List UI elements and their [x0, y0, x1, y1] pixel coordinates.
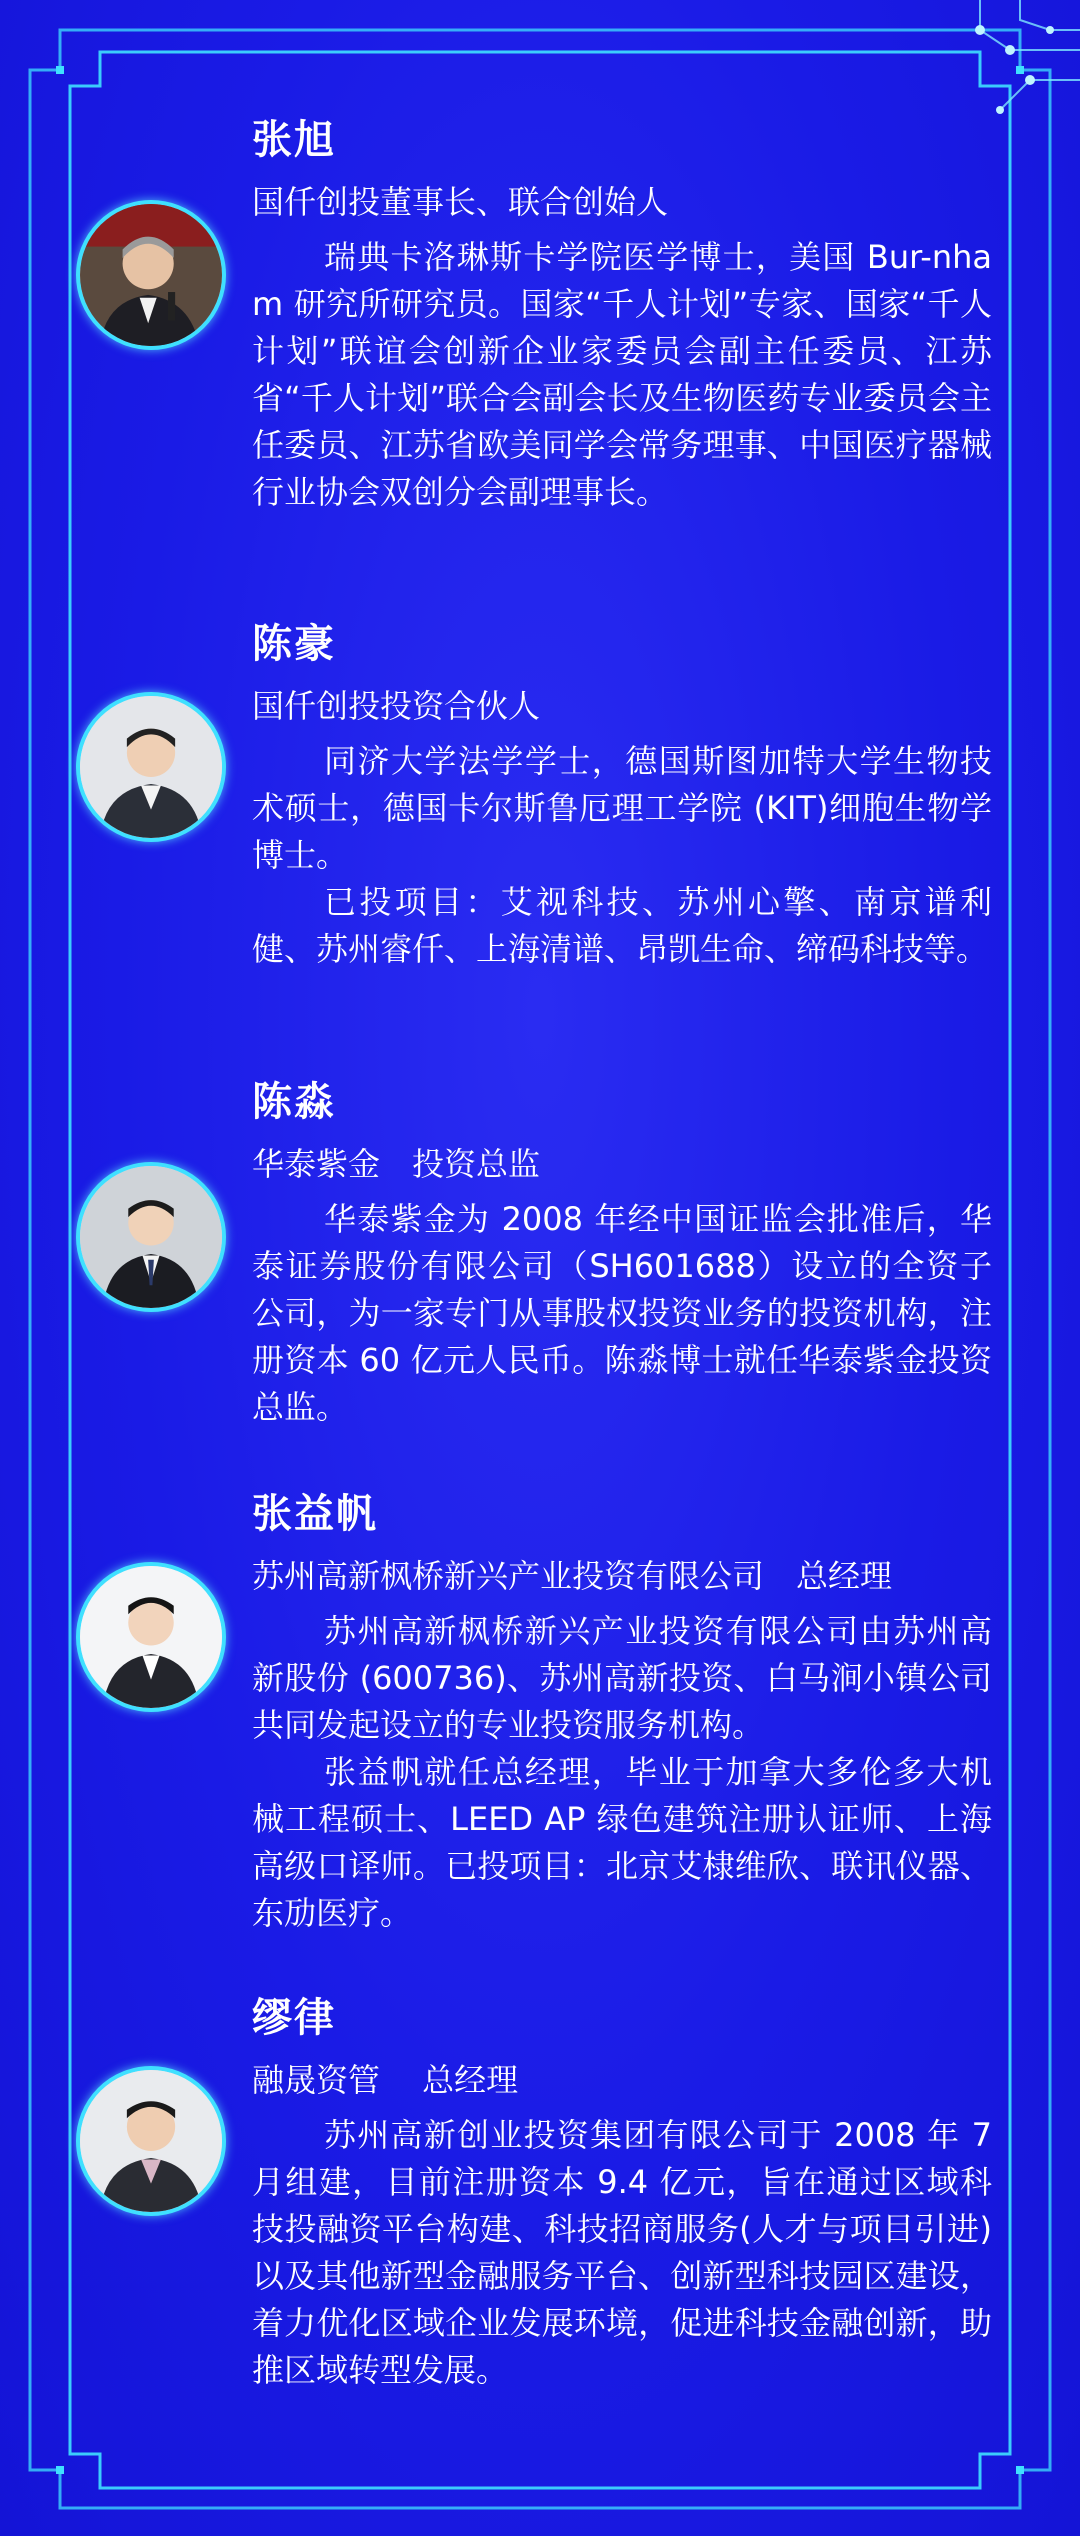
bio-paragraph: 已投项目：艾视科技、苏州心擎、南京谱利健、苏州睿仟、上海清谱、昂凯生命、缔码科技等。 [252, 883, 992, 968]
portrait-icon [80, 204, 222, 346]
portrait-icon [80, 696, 222, 838]
avatar [76, 692, 226, 842]
person-name: 陈淼 [252, 1079, 336, 1125]
avatar [76, 1162, 226, 1312]
person-name: 张旭 [252, 117, 336, 163]
person-name: 张益帆 [252, 1491, 378, 1537]
avatar [76, 1562, 226, 1712]
bio-paragraph: 苏州高新枫桥新兴产业投资有限公司由苏州高新股份 (600736)、苏州高新投资、白马涧小镇公司共同发起设立的专业投资服务机构。 [252, 1612, 992, 1744]
bio-paragraph: 瑞典卡洛琳斯卡学院医学博士，美国 Bur-nham 研究所研究员。国家“千人计划”专家、国家“千人计划”联谊会创新企业家委员会副主任委员、江苏省“千人计划”联合会副会长及生物医药专业委员会主任委员、江苏省欧美同学会常务理事、中国医疗器械行业协会双创分会副理事长。 [252, 238, 992, 511]
person-bio [252, 234, 992, 516]
portrait-icon [80, 2070, 222, 2212]
person-role: 苏州高新枫桥新兴产业投资有限公司 总经理 [252, 1557, 893, 1595]
bio-paragraph: 苏州高新创业投资集团有限公司于 2008 年 7 月组建，目前注册资本 9.4 亿元，旨在通过区域科技投融资平台构建、科技招商服务(人才与项目引进) 以及其他新型金融服务平台、创新型科技园区建设，着力优化区域企业发展环境，促进科技金融创新，助推区域转型发展。 [252, 2116, 992, 2389]
person-bio [252, 2112, 992, 2394]
person-role: 华泰紫金 投资总监 [252, 1145, 541, 1183]
person-name: 缪律 [252, 1995, 336, 2041]
person-role: 国仟创投投资合伙人 [252, 687, 541, 725]
person-name: 陈豪 [252, 621, 336, 667]
person-role: 国仟创投董事长、联合创始人 [252, 183, 669, 221]
person-bio [252, 1608, 992, 1937]
bio-paragraph: 张益帆就任总经理，毕业于加拿大多伦多大机械工程硕士、LEED AP 绿色建筑注册认证师、上海高级口译师。已投项目：北京艾棣维欣、联讯仪器、东劢医疗。 [252, 1753, 992, 1932]
portrait-icon [80, 1566, 222, 1708]
bio-paragraph: 华泰紫金为 2008 年经中国证监会批准后，华泰证券股份有限公司（SH601688）设立的全资子公司，为一家专门从事股权投资业务的投资机构，注册资本 60 亿元人民币。陈淼博士就任华泰紫金投资总监。 [252, 1200, 992, 1426]
person-bio [252, 738, 992, 973]
person-role: 融晟资管 总经理 [252, 2061, 519, 2099]
portrait-icon [80, 1166, 222, 1308]
avatar [76, 200, 226, 350]
bio-paragraph: 同济大学法学学士，德国斯图加特大学生物技术硕士，德国卡尔斯鲁厄理工学院 (KIT)细胞生物学博士。 [252, 742, 992, 874]
person-bio [252, 1196, 992, 1431]
avatar [76, 2066, 226, 2216]
